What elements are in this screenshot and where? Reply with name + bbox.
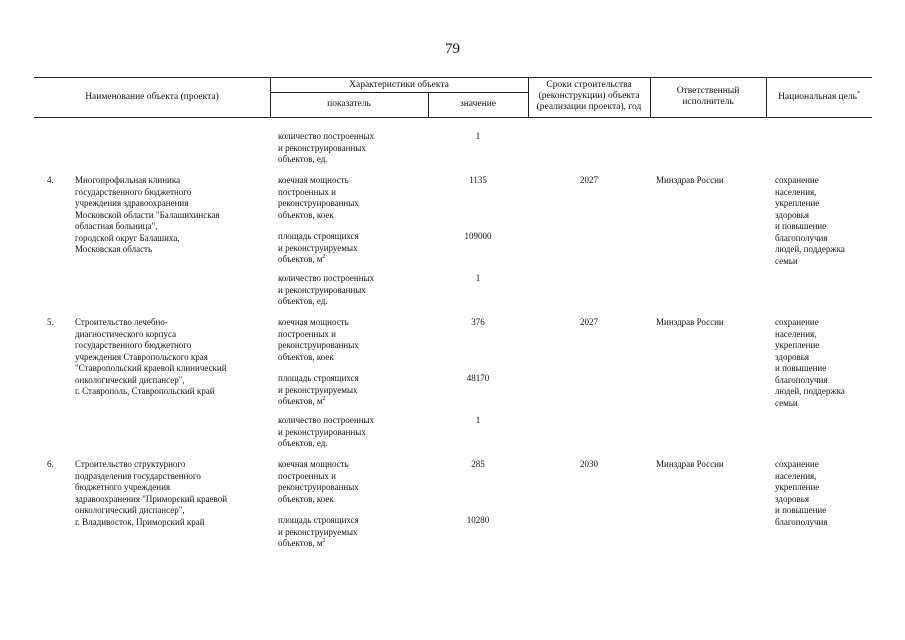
responsible: Минздрав России	[656, 175, 724, 185]
object-name: Многопрофильная клиника государственного бюджетного учреждения здравоохранения Московской области "Балашихинская областная больница", городской округ Балашиха, Московская область	[75, 175, 220, 254]
national-goal: сохранение населения, укрепление здоровья и повышение благополучия людей, поддержка семьи	[775, 317, 845, 408]
object-name: Строительство структурного подразделения государственного бюджетного учреждения здравоохранения "Приморский краевой онкологический диспансер", г. Владивосток, Приморский край	[75, 459, 228, 527]
indicator-value: 109000	[464, 231, 492, 241]
year: 2027	[580, 317, 598, 327]
indicator-label: коечная мощность построенных и реконструированных объектов, коек	[278, 317, 359, 362]
table-top-rule	[34, 77, 872, 78]
unit-superscript: 2	[322, 396, 326, 402]
header-deadlines: Сроки строительства (реконструкции) объекта (реализации проекта), год	[536, 80, 642, 112]
header-goal	[766, 92, 872, 103]
indicator-value: 1	[475, 415, 481, 425]
header-bottom-rule	[34, 117, 872, 118]
indicator-value: 376	[471, 317, 485, 327]
page-number: 79	[445, 41, 460, 57]
continuation-indicator: количество построенных и реконструированных объектов, ед.	[278, 131, 375, 164]
indicator-label: коечная мощность построенных и реконструированных объектов, коек	[278, 175, 359, 220]
indicator-label	[278, 231, 428, 266]
header-goal-footnote-mark: *	[856, 90, 860, 97]
header-goal-label: Национальная цель	[778, 92, 857, 102]
row-number: 6.	[47, 459, 54, 469]
continuation-value: 1	[475, 131, 481, 141]
indicator-value: 1	[475, 273, 481, 283]
indicator-label: количество построенных и реконструированных объектов, ед.	[278, 273, 375, 306]
year: 2030	[580, 459, 598, 469]
year: 2027	[580, 175, 598, 185]
indicator-label-text: площадь строящихся и реконструируемых объектов, м	[278, 231, 359, 264]
indicator-label	[278, 515, 428, 550]
indicator-label-text: площадь строящихся и реконструируемых объектов, м	[278, 515, 359, 548]
indicator-value: 10280	[466, 515, 490, 525]
indicator-value: 1135	[469, 175, 487, 185]
indicator-label-text: площадь строящихся и реконструируемых объектов, м	[278, 373, 359, 406]
indicator-label: коечная мощность построенных и реконструированных объектов, коек	[278, 459, 359, 504]
header-name: Наименование объекта (проекта)	[85, 92, 219, 102]
characteristics-underline	[270, 92, 528, 93]
indicator-value: 48170	[466, 373, 490, 383]
indicator-label: количество построенных и реконструированных объектов, ед.	[278, 415, 375, 448]
header-indicator: показатель	[327, 99, 371, 109]
national-goal: сохранение населения, укрепление здоровья и повышение благополучия людей, поддержка семьи	[775, 175, 845, 266]
indicator-value: 285	[471, 459, 485, 469]
row-number: 4.	[47, 175, 54, 185]
header-value: значение	[459, 99, 497, 109]
unit-superscript: 2	[322, 538, 326, 544]
indicator-label	[278, 373, 428, 408]
unit-superscript: 2	[322, 254, 326, 260]
responsible: Минздрав России	[656, 317, 724, 327]
header-characteristics: Характеристики объекта	[349, 80, 449, 90]
object-name: Строительство лечебно- диагностического корпуса государственного бюджетного учреждения Ставропольского края "Ставропольский краевой клинический онкологический диспансер", г. Ставрополь, Ставропольский край	[75, 317, 227, 396]
national-goal: сохранение населения, укрепление здоровья и повышение благополучия	[775, 459, 828, 527]
responsible: Минздрав России	[656, 459, 724, 469]
header-responsible: Ответственный исполнитель	[676, 86, 740, 107]
row-number: 5.	[47, 317, 54, 327]
